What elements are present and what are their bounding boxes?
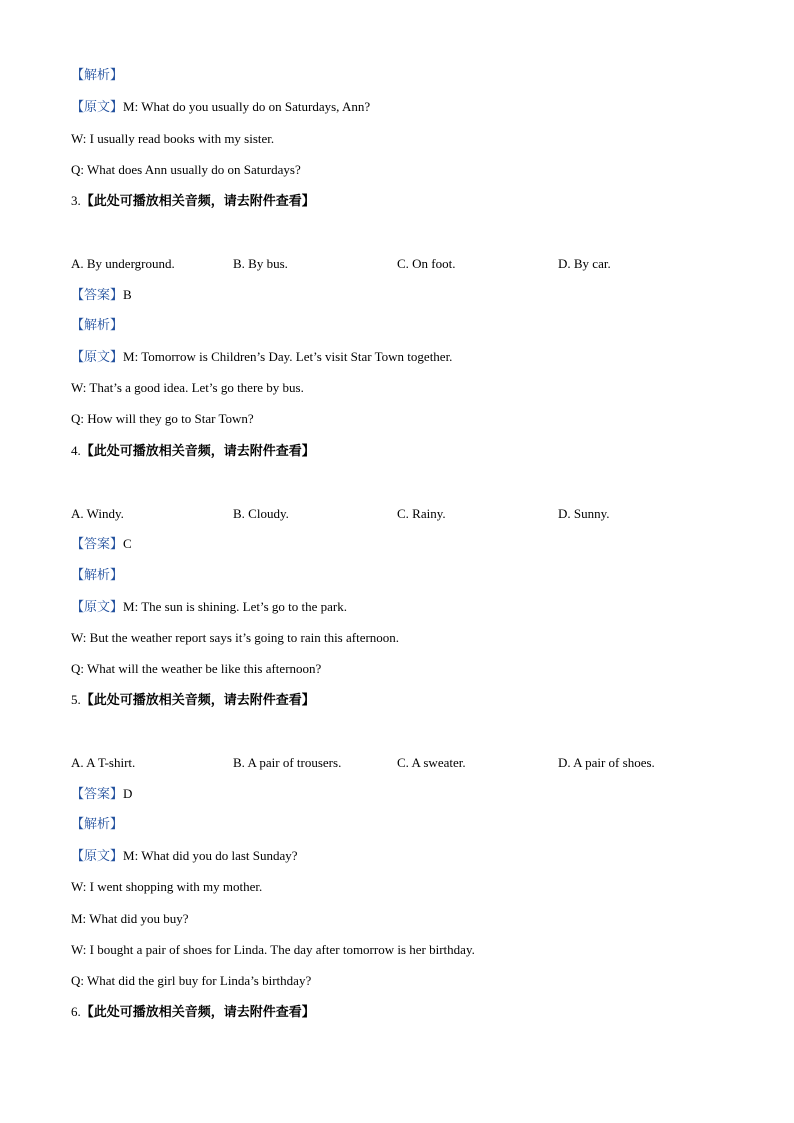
transcript-line	[71, 599, 347, 616]
transcript-line: Q: What will the weather be like this afternoon?	[71, 661, 322, 676]
answer-line	[71, 786, 132, 803]
transcript-text: M: What did you do last Sunday?	[123, 848, 298, 863]
question-6-prompt	[71, 1004, 315, 1021]
option-c: C. A sweater.	[397, 755, 466, 770]
answer-value: B	[123, 287, 132, 302]
analysis-heading: 【解析】	[71, 568, 124, 583]
audio-prompt: 【此处可播放相关音频，请去附件查看】	[80, 444, 315, 459]
answer-tag: 【答案】	[71, 288, 124, 303]
audio-prompt: 【此处可播放相关音频，请去附件查看】	[80, 1005, 315, 1020]
transcript-line: Q: How will they go to Star Town?	[71, 411, 254, 426]
option-b: B. By bus.	[233, 256, 288, 271]
answer-line	[71, 536, 132, 553]
question-4-prompt	[71, 443, 315, 460]
option-d: D. Sunny.	[558, 506, 610, 521]
transcript-line: Q: What does Ann usually do on Saturdays?	[71, 162, 301, 177]
analysis-heading: 【解析】	[71, 68, 124, 83]
transcript-line: W: I bought a pair of shoes for Linda. The day after tomorrow is her birthday.	[71, 942, 475, 957]
question-number: 3.	[71, 193, 81, 208]
question-number: 6.	[71, 1004, 81, 1019]
option-b: B. A pair of trousers.	[233, 755, 342, 770]
audio-prompt: 【此处可播放相关音频，请去附件查看】	[80, 194, 315, 209]
answer-value: D	[123, 786, 133, 801]
transcript-text: M: What do you usually do on Saturdays, Ann?	[123, 99, 371, 114]
transcript-line: Q: What did the girl buy for Linda’s birthday?	[71, 973, 312, 988]
analysis-heading: 【解析】	[71, 318, 124, 333]
analysis-heading: 【解析】	[71, 817, 124, 832]
transcript-line	[71, 349, 452, 366]
transcript-line: M: What did you buy?	[71, 911, 189, 926]
transcript-tag: 【原文】	[71, 100, 124, 115]
transcript-line	[71, 848, 298, 865]
transcript-line: W: But the weather report says it’s going to rain this afternoon.	[71, 630, 400, 645]
transcript-tag: 【原文】	[71, 849, 124, 864]
answer-tag: 【答案】	[71, 537, 124, 552]
answer-value: C	[123, 536, 132, 551]
transcript-line: W: That’s a good idea. Let’s go there by bus.	[71, 380, 304, 395]
option-c: C. Rainy.	[397, 506, 446, 521]
option-a: A. A T-shirt.	[71, 755, 136, 770]
transcript-tag: 【原文】	[71, 600, 124, 615]
transcript-line	[71, 99, 370, 116]
question-3-prompt	[71, 193, 315, 210]
option-d: D. By car.	[558, 256, 611, 271]
audio-prompt: 【此处可播放相关音频，请去附件查看】	[80, 693, 315, 708]
option-a: A. Windy.	[71, 506, 124, 521]
option-b: B. Cloudy.	[233, 506, 289, 521]
question-number: 5.	[71, 692, 81, 707]
transcript-line: W: I went shopping with my mother.	[71, 879, 263, 894]
transcript-tag: 【原文】	[71, 350, 124, 365]
question-5-prompt	[71, 692, 315, 709]
option-a: A. By underground.	[71, 256, 175, 271]
answer-line	[71, 287, 132, 304]
transcript-text: M: The sun is shining. Let’s go to the park.	[123, 599, 348, 614]
question-number: 4.	[71, 443, 81, 458]
transcript-text: M: Tomorrow is Children’s Day. Let’s visit Star Town together.	[123, 349, 453, 364]
option-d: D. A pair of shoes.	[558, 755, 655, 770]
transcript-line: W: I usually read books with my sister.	[71, 131, 275, 146]
option-c: C. On foot.	[397, 256, 456, 271]
answer-tag: 【答案】	[71, 787, 124, 802]
